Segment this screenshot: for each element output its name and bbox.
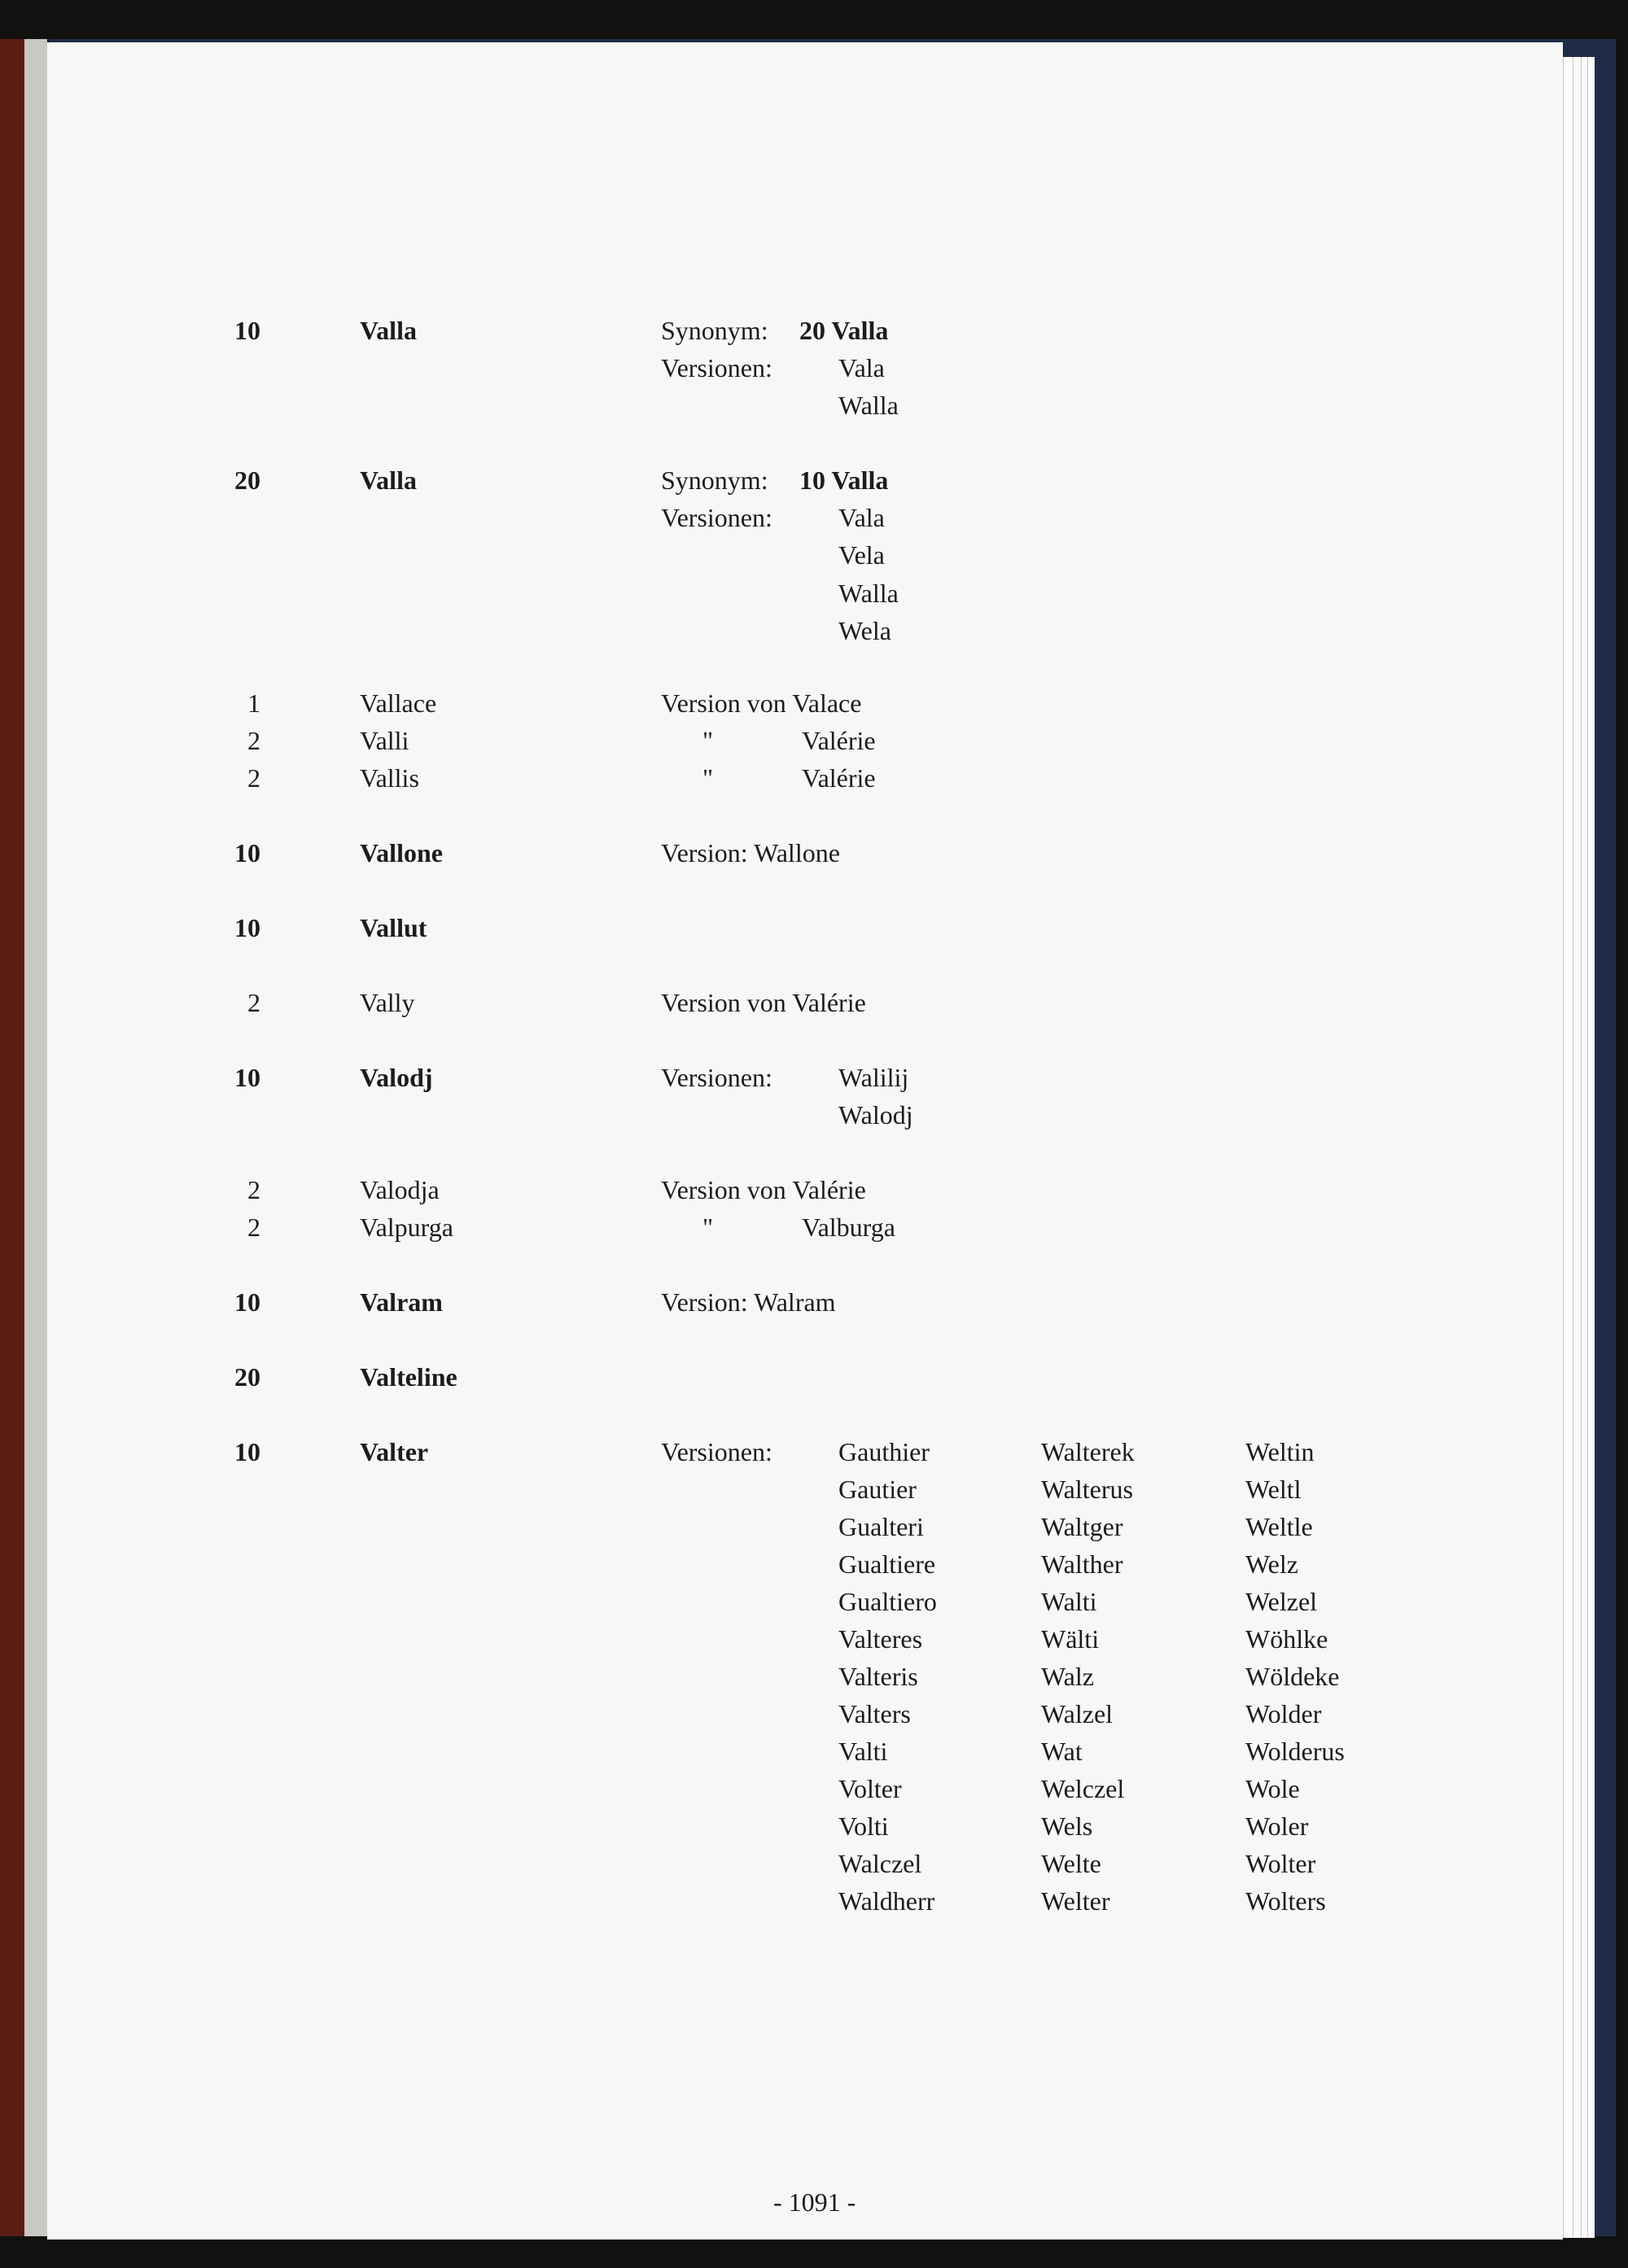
entry-name: Valteline: [360, 1362, 457, 1392]
version-name: Valteres: [838, 1624, 923, 1654]
version-name: Gualteri: [838, 1512, 924, 1541]
version-name: Welz: [1245, 1549, 1298, 1579]
version-note: Version: Wallone: [661, 838, 840, 867]
entry-name: Valpurga: [360, 1213, 453, 1242]
relation-value: 10 Valla: [799, 465, 889, 495]
version-name: Walti: [1041, 1587, 1097, 1616]
entry-name: Valli: [360, 726, 409, 755]
relation-value: Vala: [838, 503, 885, 533]
entry-number: 10: [234, 838, 260, 867]
version-name: Woler: [1245, 1811, 1309, 1841]
version-name: Wels: [1041, 1811, 1093, 1841]
version-name: Wat: [1041, 1737, 1083, 1766]
version-name: Wolderus: [1245, 1737, 1345, 1766]
version-name: Weltl: [1245, 1475, 1302, 1504]
page: [47, 42, 1563, 2240]
entry-name: Vallace: [360, 688, 437, 718]
version-name: Valters: [838, 1699, 911, 1728]
relation-label: Versionen:: [661, 503, 772, 533]
version-name: Gualtiere: [838, 1549, 936, 1579]
version-name: Welte: [1041, 1849, 1101, 1878]
version-name: Walzel: [1041, 1699, 1114, 1728]
page-number: - 1091 -: [773, 2187, 856, 2217]
relation-label: Versionen:: [661, 1437, 772, 1466]
version-name: Walterus: [1041, 1475, 1133, 1504]
entry-name: Vallone: [360, 838, 443, 867]
ditto-mark: ": [702, 763, 714, 793]
entry-name: Valla: [360, 465, 417, 495]
version-note: Version von Valace: [661, 688, 862, 718]
version-name: Walczel: [838, 1849, 922, 1878]
version-name: Volti: [838, 1811, 889, 1841]
relation-value: Walilij: [838, 1063, 909, 1092]
entry-number: 20: [234, 465, 260, 495]
relation-label: Versionen:: [661, 353, 772, 383]
version-name: Gauthier: [838, 1437, 930, 1466]
version-name: Wöhlke: [1245, 1624, 1328, 1654]
entry-name: Vallut: [360, 913, 427, 942]
relation-value: Vela: [838, 540, 885, 570]
version-name: Waltger: [1041, 1512, 1123, 1541]
entry-number: 10: [234, 1437, 260, 1466]
version-name: Waldherr: [838, 1886, 935, 1916]
entry-number: 2: [247, 763, 260, 793]
version-ref: Valérie: [802, 763, 876, 793]
relation-label: Synonym:: [661, 316, 768, 345]
relation-label: Synonym:: [661, 465, 768, 495]
version-note: Version: Walram: [661, 1287, 836, 1317]
version-name: Welter: [1041, 1886, 1110, 1916]
version-name: Wole: [1245, 1774, 1300, 1803]
version-name: Weltin: [1245, 1437, 1315, 1466]
version-name: Wolder: [1245, 1699, 1322, 1728]
entry-name: Valodja: [360, 1175, 440, 1204]
version-name: Valti: [838, 1737, 888, 1766]
left-page-edge: [24, 39, 47, 2236]
entry-number: 10: [234, 1287, 260, 1317]
relation-value: Vala: [838, 353, 885, 383]
entry-name: Valla: [360, 316, 417, 345]
relation-value: Wela: [838, 615, 891, 645]
relation-label: Versionen:: [661, 1063, 772, 1092]
relation-value: Walla: [838, 391, 899, 421]
version-name: Wolters: [1245, 1886, 1326, 1916]
version-ref: Valérie: [802, 726, 876, 755]
entry-number: 20: [234, 1362, 260, 1392]
version-name: Walther: [1041, 1549, 1123, 1579]
ditto-mark: ": [702, 1213, 714, 1242]
version-name: Wolter: [1245, 1849, 1316, 1878]
version-name: Welzel: [1245, 1587, 1318, 1616]
version-name: Gualtiero: [838, 1587, 937, 1616]
entry-name: Valodj: [360, 1063, 433, 1092]
entry-number: 10: [234, 1063, 260, 1092]
relation-value: Walodj: [838, 1100, 913, 1130]
version-name: Welczel: [1041, 1774, 1125, 1803]
entry-number: 2: [247, 1213, 260, 1242]
entry-number: 10: [234, 913, 260, 942]
entry-number: 10: [234, 316, 260, 345]
version-name: Gautier: [838, 1475, 917, 1504]
entry-name: Valram: [360, 1287, 443, 1317]
relation-value: 20 Valla: [799, 316, 889, 345]
version-name: Wälti: [1041, 1624, 1100, 1654]
version-name: Volter: [838, 1774, 902, 1803]
entry-name: Vally: [360, 988, 415, 1017]
entry-name: Valter: [360, 1437, 429, 1466]
version-note: Version von Valérie: [661, 988, 866, 1017]
ditto-mark: ": [702, 726, 714, 755]
version-name: Weltle: [1245, 1512, 1313, 1541]
entry-number: 2: [247, 1175, 260, 1204]
version-name: Walz: [1041, 1662, 1094, 1691]
entry-number: 1: [247, 688, 260, 718]
version-name: Walterek: [1041, 1437, 1135, 1466]
entry-name: Vallis: [360, 763, 419, 793]
version-ref: Valburga: [802, 1213, 895, 1242]
version-name: Valteris: [838, 1662, 918, 1691]
entry-number: 2: [247, 988, 260, 1017]
relation-value: Walla: [838, 578, 899, 608]
version-note: Version von Valérie: [661, 1175, 866, 1204]
entry-number: 2: [247, 726, 260, 755]
version-name: Wöldeke: [1245, 1662, 1340, 1691]
